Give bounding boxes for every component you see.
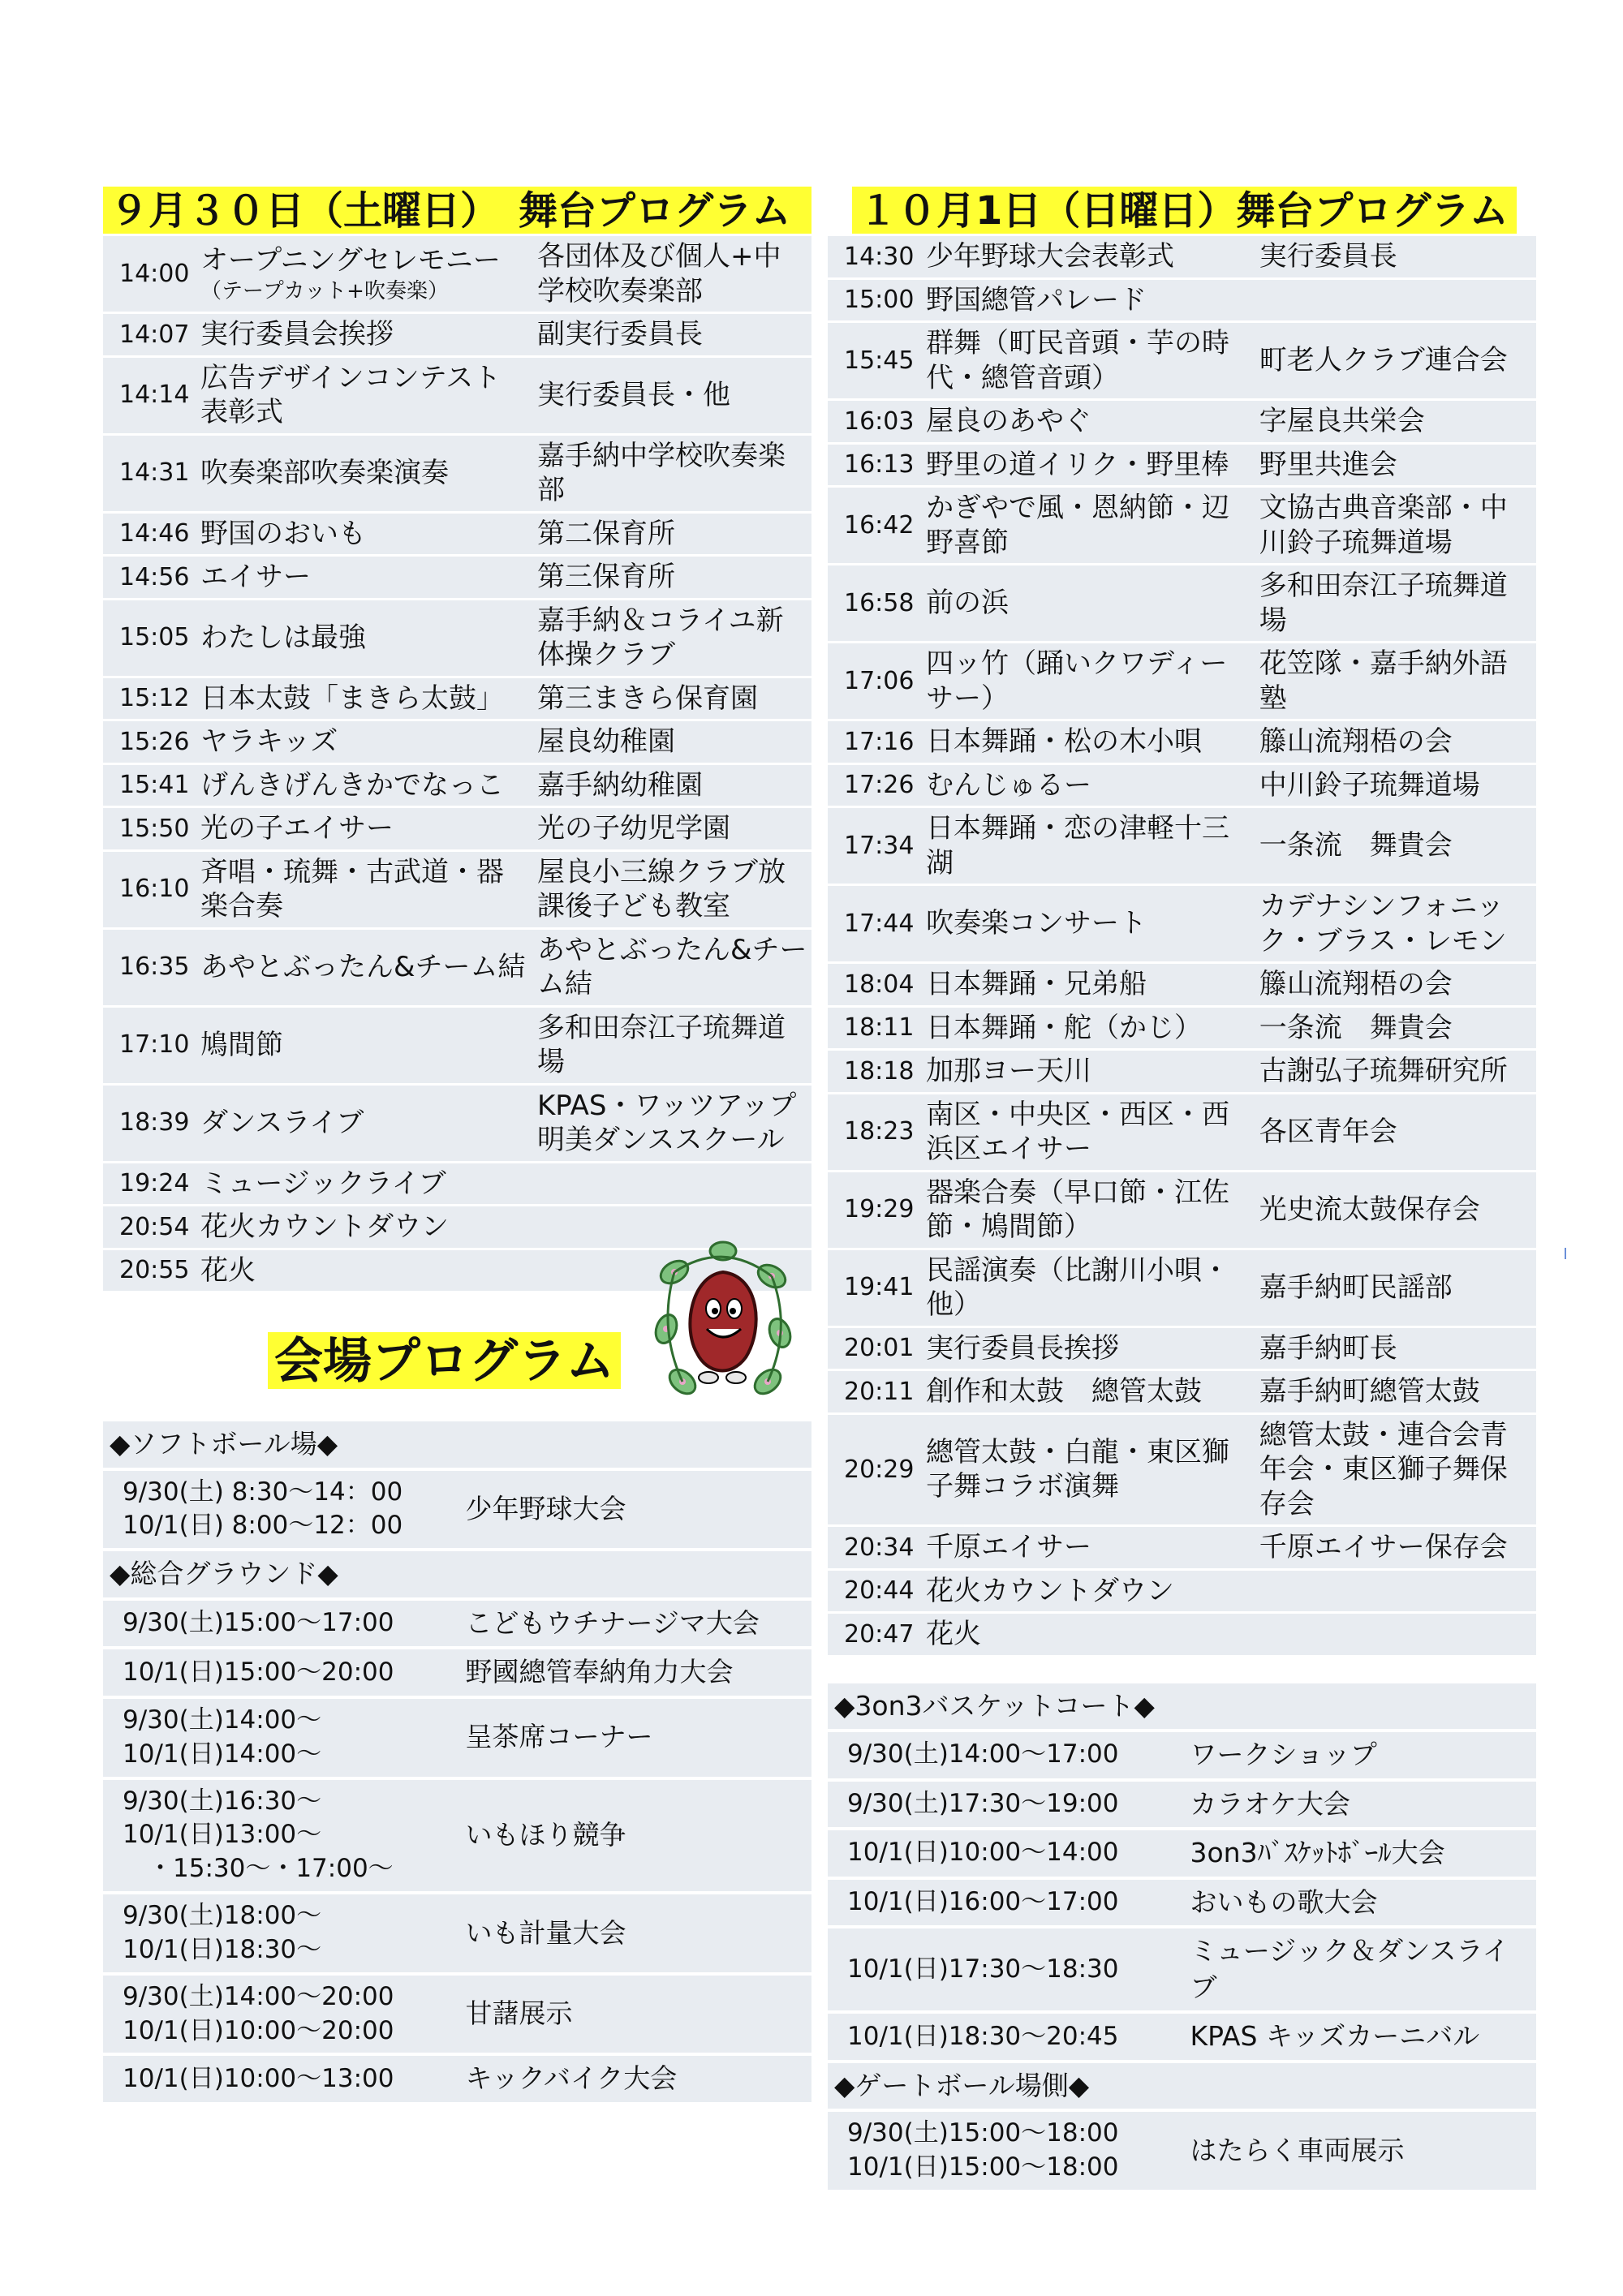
stage-title-cell <box>923 643 1253 719</box>
stage-title-cell <box>197 1086 531 1161</box>
stage-row <box>828 643 1536 719</box>
venue-time: 9/30(土)16:30～ <box>123 1786 322 1816</box>
stage-row <box>828 280 1536 321</box>
venue-time-cell <box>828 1928 1182 2010</box>
venue-event: ワークショップ <box>1182 1732 1537 1778</box>
stage-title-cell <box>197 808 531 849</box>
stage-title-cell <box>197 436 531 511</box>
stage-subtitle: （テープカット+吹奏楽） <box>200 278 449 303</box>
stage-title-cell <box>197 314 531 355</box>
stage-time: 18:11 <box>828 1008 923 1049</box>
venue-event: こどもウチナージマ大会 <box>458 1601 812 1647</box>
venue-event: 呈茶席コーナー <box>458 1699 812 1777</box>
stage-row <box>828 1094 1536 1170</box>
venue-row <box>103 1471 812 1549</box>
stage-title-cell <box>923 323 1253 398</box>
stage-performer: 第三保育所 <box>531 557 812 598</box>
stage-title: あやとぶったん&チーム結 <box>200 950 526 983</box>
stage-performer: 中川鈴子琉舞道場 <box>1253 765 1536 806</box>
stage-title: わたしは最強 <box>200 621 366 654</box>
stage-time: 16:13 <box>828 445 923 486</box>
stage-time: 20:54 <box>103 1206 197 1248</box>
stage-title-cell <box>923 1008 1253 1049</box>
stage-row <box>828 1527 1536 1568</box>
venue-row <box>828 1880 1536 1926</box>
stage-performer: 実行委員長 <box>1253 236 1536 277</box>
stage-title: ダンスライブ <box>200 1106 364 1139</box>
venue-event: 3on3ﾊﾞｽｹｯﾄﾎﾞｰﾙ大会 <box>1182 1830 1537 1877</box>
venue-event: カラオケ大会 <box>1182 1782 1537 1828</box>
stage-title: 広告デザインコンテスト表彰式 <box>200 361 502 428</box>
stage-row <box>103 930 812 1005</box>
venue-left-table <box>103 1418 812 2105</box>
stage-title-cell <box>923 236 1253 277</box>
stage-row <box>828 721 1536 763</box>
venue-event: いもほり競争 <box>458 1780 812 1892</box>
venue-section-header <box>828 2063 1536 2109</box>
stage-row <box>828 1172 1536 1248</box>
stage-title-cell <box>923 886 1253 961</box>
venue-row <box>828 1782 1536 1828</box>
stage-title-cell <box>197 721 531 763</box>
venue-time: 10/1(日)18:30～20:45 <box>847 2021 1119 2051</box>
stage-title-cell <box>197 236 531 312</box>
venue-section-header <box>828 1683 1536 1730</box>
venue-time: 10/1(日)17:30～18:30 <box>847 1954 1119 1984</box>
stage-row <box>828 1371 1536 1412</box>
venue-time-cell <box>103 1471 458 1549</box>
stage-title: 野国のおいも <box>200 517 366 550</box>
stage-title-cell <box>923 1571 1253 1612</box>
stage-title-cell <box>923 721 1253 763</box>
stage-title-cell <box>923 1094 1253 1170</box>
venue-time: 9/30(土)14:00～17:00 <box>847 1739 1119 1769</box>
stage-title-cell <box>923 565 1253 641</box>
stage-time: 20:29 <box>828 1415 923 1525</box>
stage-row <box>828 1415 1536 1525</box>
venue-section-label: ◆総合グラウンド◆ <box>103 1551 458 1597</box>
venue-time: 10/1(日)15:00～20:00 <box>123 1657 394 1687</box>
stage-performer: 光史流太鼓保存会 <box>1253 1172 1536 1248</box>
venue-event: ミュージック＆ダンスライブ <box>1182 1928 1537 2010</box>
venue-time: 9/30(土) 8:30～14：00 <box>123 1477 403 1507</box>
venue-row <box>103 1976 812 2053</box>
stage-time: 15:12 <box>103 678 197 720</box>
left-column <box>103 187 812 2105</box>
day2-stage-table <box>828 234 1536 1658</box>
stage-title-cell <box>923 1172 1253 1248</box>
stage-row <box>103 436 812 511</box>
venue-time: 10/1(日)16:00～17:00 <box>847 1887 1119 1917</box>
stage-performer: 第二保育所 <box>531 514 812 555</box>
stage-performer: 各区青年会 <box>1253 1094 1536 1170</box>
stage-performer <box>1253 1571 1536 1612</box>
venue-time-cell <box>103 1601 458 1647</box>
stage-row <box>828 1614 1536 1655</box>
stage-title: 吹奏楽コンサート <box>926 907 1147 940</box>
stage-row <box>103 514 812 555</box>
stage-title-cell <box>197 358 531 433</box>
stage-title: オープニングセレモニー <box>200 244 501 277</box>
stage-title-cell <box>923 808 1253 884</box>
stage-title: 花火 <box>926 1618 982 1650</box>
stage-row <box>828 1571 1536 1612</box>
stage-row <box>828 1051 1536 1092</box>
stage-performer: 一条流 舞貴会 <box>1253 808 1536 884</box>
stage-title: 總管太鼓・白龍・東区獅子舞コラボ演舞 <box>926 1435 1230 1503</box>
stage-title: 器楽合奏（早口節・江佐節・鳩間節） <box>926 1176 1230 1243</box>
stage-row <box>103 1163 812 1205</box>
stage-time: 18:04 <box>828 964 923 1005</box>
stage-title-cell <box>197 930 531 1005</box>
spacer <box>828 1658 1536 1680</box>
stage-performer: 花笠隊・嘉手納外語塾 <box>1253 643 1536 719</box>
stage-time: 14:07 <box>103 314 197 355</box>
stage-title: 吹奏楽部吹奏楽演奏 <box>200 456 449 489</box>
venue-row <box>828 2014 1536 2060</box>
stage-time: 19:41 <box>828 1250 923 1326</box>
stage-row <box>828 323 1536 398</box>
venue-time: 10/1(日)14:00～ <box>123 1739 322 1769</box>
venue-row <box>828 1732 1536 1778</box>
venue-time-cell <box>828 2014 1182 2060</box>
stage-performer <box>1253 280 1536 321</box>
stage-time: 16:10 <box>103 852 197 927</box>
stage-time: 18:23 <box>828 1094 923 1170</box>
venue-section-label: ◆3on3バスケットコート◆ <box>828 1683 1182 1730</box>
stage-time: 18:39 <box>103 1086 197 1161</box>
stage-title-cell <box>923 1614 1253 1655</box>
stage-time: 20:01 <box>828 1328 923 1369</box>
venue-event: 少年野球大会 <box>458 1471 812 1549</box>
venue-time: 9/30(土)15:00～17:00 <box>123 1608 394 1638</box>
stage-title: 実行委員長挨拶 <box>926 1331 1120 1365</box>
day1-stage-table <box>103 234 812 1293</box>
stage-title: げんきげんきかでなっこ <box>200 768 504 802</box>
venue-section-label: ◆ソフトボール場◆ <box>103 1421 458 1468</box>
stage-performer: 籐山流翔梧の会 <box>1253 964 1536 1005</box>
stage-performer: 籐山流翔梧の会 <box>1253 721 1536 763</box>
sweet-potato-mascot-icon <box>650 1240 796 1410</box>
stage-performer: KPAS・ワッツアップ明美ダンススクール <box>531 1086 812 1161</box>
stage-time: 15:50 <box>103 808 197 849</box>
venue-event: KPAS キッズカーニバル <box>1182 2014 1537 2060</box>
stage-time: 18:18 <box>828 1051 923 1092</box>
stage-performer: あやとぶったん&チーム結 <box>531 930 812 1005</box>
stage-performer: 嘉手納町總管太鼓 <box>1253 1371 1536 1412</box>
stage-time: 15:00 <box>828 280 923 321</box>
stage-title: 四ッ竹（踊いクワディーサー） <box>926 647 1228 715</box>
stage-performer <box>1253 1614 1536 1655</box>
stage-title-cell <box>197 1008 531 1083</box>
stage-row <box>828 565 1536 641</box>
stage-row <box>828 1328 1536 1369</box>
stage-row <box>103 358 812 433</box>
venue-time: 9/30(土)14:00～ <box>123 1705 322 1735</box>
stage-title: 実行委員会挨拶 <box>200 318 394 350</box>
stage-title-cell <box>923 1051 1253 1092</box>
stage-title: 民謡演奏（比謝川小唄・他） <box>926 1253 1230 1321</box>
venue-time-cell <box>828 1830 1182 1877</box>
venue-time-cell <box>828 2112 1182 2190</box>
stage-title: 野国總管パレード <box>926 283 1147 316</box>
stage-title-cell <box>923 765 1253 806</box>
venue-time: 10/1(日)10:00～13:00 <box>123 2063 394 2093</box>
stage-title-cell <box>923 1371 1253 1412</box>
stage-performer: 光の子幼児学園 <box>531 808 812 849</box>
venue-heading-area <box>103 1313 812 1418</box>
venue-time: ・15:30～・17:00～ <box>123 1854 394 1884</box>
stage-performer: 嘉手納町民謡部 <box>1253 1250 1536 1326</box>
stage-performer: 町老人クラブ連合会 <box>1253 323 1536 398</box>
stage-title-cell <box>197 600 531 676</box>
stage-performer: カデナシンフォニック・ブラス・レモン <box>1253 886 1536 961</box>
stage-title: 斉唱・琉舞・古武道・器楽合奏 <box>200 855 504 922</box>
venue-time-cell <box>103 1699 458 1777</box>
stage-title: 日本舞踊・松の木小唄 <box>926 725 1203 758</box>
stage-row <box>828 964 1536 1005</box>
venue-time: 10/1(日)10:00～14:00 <box>847 1838 1119 1868</box>
venue-empty-cell <box>458 1551 812 1597</box>
venue-time-cell <box>103 1649 458 1696</box>
venue-event: はたらく車両展示 <box>1182 2112 1537 2190</box>
stage-title: 鳩間節 <box>200 1028 283 1061</box>
day2-banner: １０月1日（日曜日）舞台プログラム <box>852 187 1517 234</box>
venue-row <box>103 1699 812 1777</box>
stage-title: かぎやで風・恩納節・辺野喜節 <box>926 492 1230 559</box>
stage-time: 16:58 <box>828 565 923 641</box>
stage-performer: 嘉手納＆コライユ新体操クラブ <box>531 600 812 676</box>
stage-row <box>103 557 812 598</box>
stage-performer: 字屋良共栄会 <box>1253 401 1536 442</box>
stage-row <box>103 314 812 355</box>
stage-row <box>828 1008 1536 1049</box>
stage-performer <box>531 1163 812 1205</box>
stage-time: 19:24 <box>103 1163 197 1205</box>
venue-row <box>103 1601 812 1647</box>
stage-time: 14:30 <box>828 236 923 277</box>
venue-row <box>103 1649 812 1696</box>
stage-time: 14:46 <box>103 514 197 555</box>
stage-title: ミュージックライブ <box>200 1167 446 1200</box>
venue-time-cell <box>103 2056 458 2102</box>
stage-title: ヤラキッズ <box>200 725 338 758</box>
stage-title: 野里の道イリク・野里棒 <box>926 448 1229 481</box>
stage-title: 日本舞踊・兄弟船 <box>926 968 1147 1000</box>
stage-title-cell <box>923 280 1253 321</box>
stage-title-cell <box>197 678 531 720</box>
stage-row <box>828 488 1536 563</box>
stage-time: 14:31 <box>103 436 197 511</box>
stage-performer: 各団体及び個人+中学校吹奏楽部 <box>531 236 812 312</box>
stage-performer: 總管太鼓・連合会青年会・東区獅子舞保存会 <box>1253 1415 1536 1525</box>
stage-title: 前の浜 <box>926 587 1010 620</box>
venue-row <box>103 1780 812 1892</box>
stage-time: 20:34 <box>828 1527 923 1568</box>
stage-title-cell <box>923 401 1253 442</box>
venue-event: いも計量大会 <box>458 1894 812 1972</box>
stage-title: 創作和太鼓 總管太鼓 <box>926 1375 1203 1408</box>
venue-event: キックバイク大会 <box>458 2056 812 2102</box>
stage-row <box>103 808 812 849</box>
stage-performer: 野里共進会 <box>1253 445 1536 486</box>
venue-section-label: ◆ゲートボール場側◆ <box>828 2063 1182 2109</box>
stage-title-cell <box>197 852 531 927</box>
stage-time: 20:55 <box>103 1250 197 1292</box>
stage-title-cell <box>923 1527 1253 1568</box>
stage-time: 16:35 <box>103 930 197 1005</box>
stage-time: 15:26 <box>103 721 197 763</box>
stage-performer: 第三まきら保育園 <box>531 678 812 720</box>
stage-row <box>828 765 1536 806</box>
stage-time: 15:41 <box>103 765 197 806</box>
stage-title-cell <box>923 1328 1253 1369</box>
stage-time: 20:44 <box>828 1571 923 1612</box>
stage-title: 日本舞踊・舵（かじ） <box>926 1011 1203 1044</box>
venue-row <box>828 1830 1536 1877</box>
stage-time: 17:16 <box>828 721 923 763</box>
stage-performer: 屋良幼稚園 <box>531 721 812 763</box>
stage-title-cell <box>923 1250 1253 1326</box>
stage-row <box>103 678 812 720</box>
stage-performer: 一条流 舞貴会 <box>1253 1008 1536 1049</box>
venue-program-heading: 会場プログラム <box>268 1332 621 1389</box>
venue-time: 10/1(日)15:00～18:00 <box>847 2152 1119 2182</box>
stage-title-cell <box>197 1163 531 1205</box>
stage-performer: 文協古典音楽部・中川鈴子琉舞道場 <box>1253 488 1536 563</box>
stage-row <box>828 1250 1536 1326</box>
stage-performer: 千原エイサー保存会 <box>1253 1527 1536 1568</box>
stage-row <box>828 808 1536 884</box>
stage-title: 群舞（町民音頭・芋の時代・總管音頭） <box>926 327 1230 394</box>
venue-time: 9/30(土)18:00～ <box>123 1901 322 1931</box>
stage-performer: 実行委員長・他 <box>531 358 812 433</box>
venue-section-header <box>103 1421 812 1468</box>
stage-row <box>103 236 812 312</box>
venue-event: 甘藷展示 <box>458 1976 812 2053</box>
stage-time: 17:26 <box>828 765 923 806</box>
stage-performer: 嘉手納中学校吹奏楽部 <box>531 436 812 511</box>
stage-row <box>103 600 812 676</box>
venue-time: 10/1(日) 8:00～12：00 <box>123 1511 403 1541</box>
stage-time: 16:03 <box>828 401 923 442</box>
stage-title-cell <box>197 557 531 598</box>
stage-time: 16:42 <box>828 488 923 563</box>
stage-performer: 古謝弘子琉舞研究所 <box>1253 1051 1536 1092</box>
venue-time-cell <box>103 1976 458 2053</box>
venue-time: 9/30(土)15:00～18:00 <box>847 2118 1119 2148</box>
day1-banner: ９月３０日（土曜日） 舞台プログラム <box>103 187 812 234</box>
venue-time: 10/1(日)10:00～20:00 <box>123 2015 394 2045</box>
stage-title: 日本舞踊・恋の津軽十三湖 <box>926 812 1230 879</box>
stage-row <box>828 445 1536 486</box>
venue-empty-cell <box>1182 1683 1537 1730</box>
stage-time: 17:44 <box>828 886 923 961</box>
stage-time: 15:45 <box>828 323 923 398</box>
stage-title-cell <box>197 1206 531 1248</box>
stage-performer: 多和田奈江子琉舞道場 <box>531 1008 812 1083</box>
right-column <box>828 187 1536 2193</box>
stage-performer: 嘉手納幼稚園 <box>531 765 812 806</box>
venue-empty-cell <box>1182 2063 1537 2109</box>
stage-title: 花火 <box>200 1253 256 1287</box>
margin-mark <box>1565 1248 1566 1259</box>
venue-time: 10/1(日)13:00～ <box>123 1820 322 1850</box>
venue-time-cell <box>828 1782 1182 1828</box>
stage-title: 千原エイサー <box>926 1531 1092 1563</box>
stage-title: 南区・中央区・西区・西浜区エイサー <box>926 1098 1230 1165</box>
venue-time: 9/30(土)14:00～20:00 <box>123 1981 394 2011</box>
stage-row <box>103 1086 812 1161</box>
venue-row <box>103 2056 812 2102</box>
stage-title: 花火カウントダウン <box>926 1574 1175 1607</box>
stage-title-cell <box>197 765 531 806</box>
venue-section-header <box>103 1551 812 1597</box>
stage-performer: 多和田奈江子琉舞道場 <box>1253 565 1536 641</box>
stage-row <box>103 765 812 806</box>
stage-row <box>103 1008 812 1083</box>
venue-row <box>828 1928 1536 2010</box>
venue-time-cell <box>828 1880 1182 1926</box>
stage-performer: 副実行委員長 <box>531 314 812 355</box>
venue-time-cell <box>828 1732 1182 1778</box>
stage-title: エイサー <box>200 561 311 593</box>
venue-time-cell <box>103 1894 458 1972</box>
stage-row <box>828 401 1536 442</box>
stage-time: 17:34 <box>828 808 923 884</box>
stage-title-cell <box>923 445 1253 486</box>
stage-title-cell <box>197 514 531 555</box>
stage-time: 15:05 <box>103 600 197 676</box>
stage-time: 17:10 <box>103 1008 197 1083</box>
venue-right-table <box>828 1680 1536 2194</box>
stage-title-cell <box>923 964 1253 1005</box>
venue-event: 野國總管奉納角力大会 <box>458 1649 812 1696</box>
venue-row <box>828 2112 1536 2190</box>
stage-title: 加那ヨー天川 <box>926 1055 1092 1087</box>
stage-time: 14:56 <box>103 557 197 598</box>
venue-event: おいもの歌大会 <box>1182 1880 1537 1926</box>
stage-time: 19:29 <box>828 1172 923 1248</box>
stage-title-cell <box>923 1415 1253 1525</box>
stage-row <box>103 852 812 927</box>
stage-title-cell <box>923 488 1253 563</box>
stage-row <box>828 886 1536 961</box>
stage-time: 14:00 <box>103 236 197 312</box>
stage-time: 20:47 <box>828 1614 923 1655</box>
stage-time: 17:06 <box>828 643 923 719</box>
stage-title: 少年野球大会表彰式 <box>926 240 1175 273</box>
stage-title: 光の子エイサー <box>200 812 394 845</box>
venue-time: 10/1(日)18:30～ <box>123 1934 322 1964</box>
stage-title: むんじゅるー <box>926 768 1092 802</box>
stage-title: 屋良のあやぐ <box>926 405 1092 437</box>
venue-time-cell <box>103 1780 458 1892</box>
stage-performer: 嘉手納町長 <box>1253 1328 1536 1369</box>
stage-performer: 屋良小三線クラブ放課後子ども教室 <box>531 852 812 927</box>
stage-time: 14:14 <box>103 358 197 433</box>
stage-title: 日本太鼓「まきら太鼓」 <box>200 681 504 715</box>
stage-row <box>103 721 812 763</box>
venue-empty-cell <box>458 1421 812 1468</box>
stage-title-cell <box>197 1250 531 1292</box>
stage-time: 20:11 <box>828 1371 923 1412</box>
venue-row <box>103 1894 812 1972</box>
stage-title: 花火カウントダウン <box>200 1210 449 1243</box>
stage-row <box>828 236 1536 277</box>
venue-time: 9/30(土)17:30～19:00 <box>847 1788 1119 1818</box>
